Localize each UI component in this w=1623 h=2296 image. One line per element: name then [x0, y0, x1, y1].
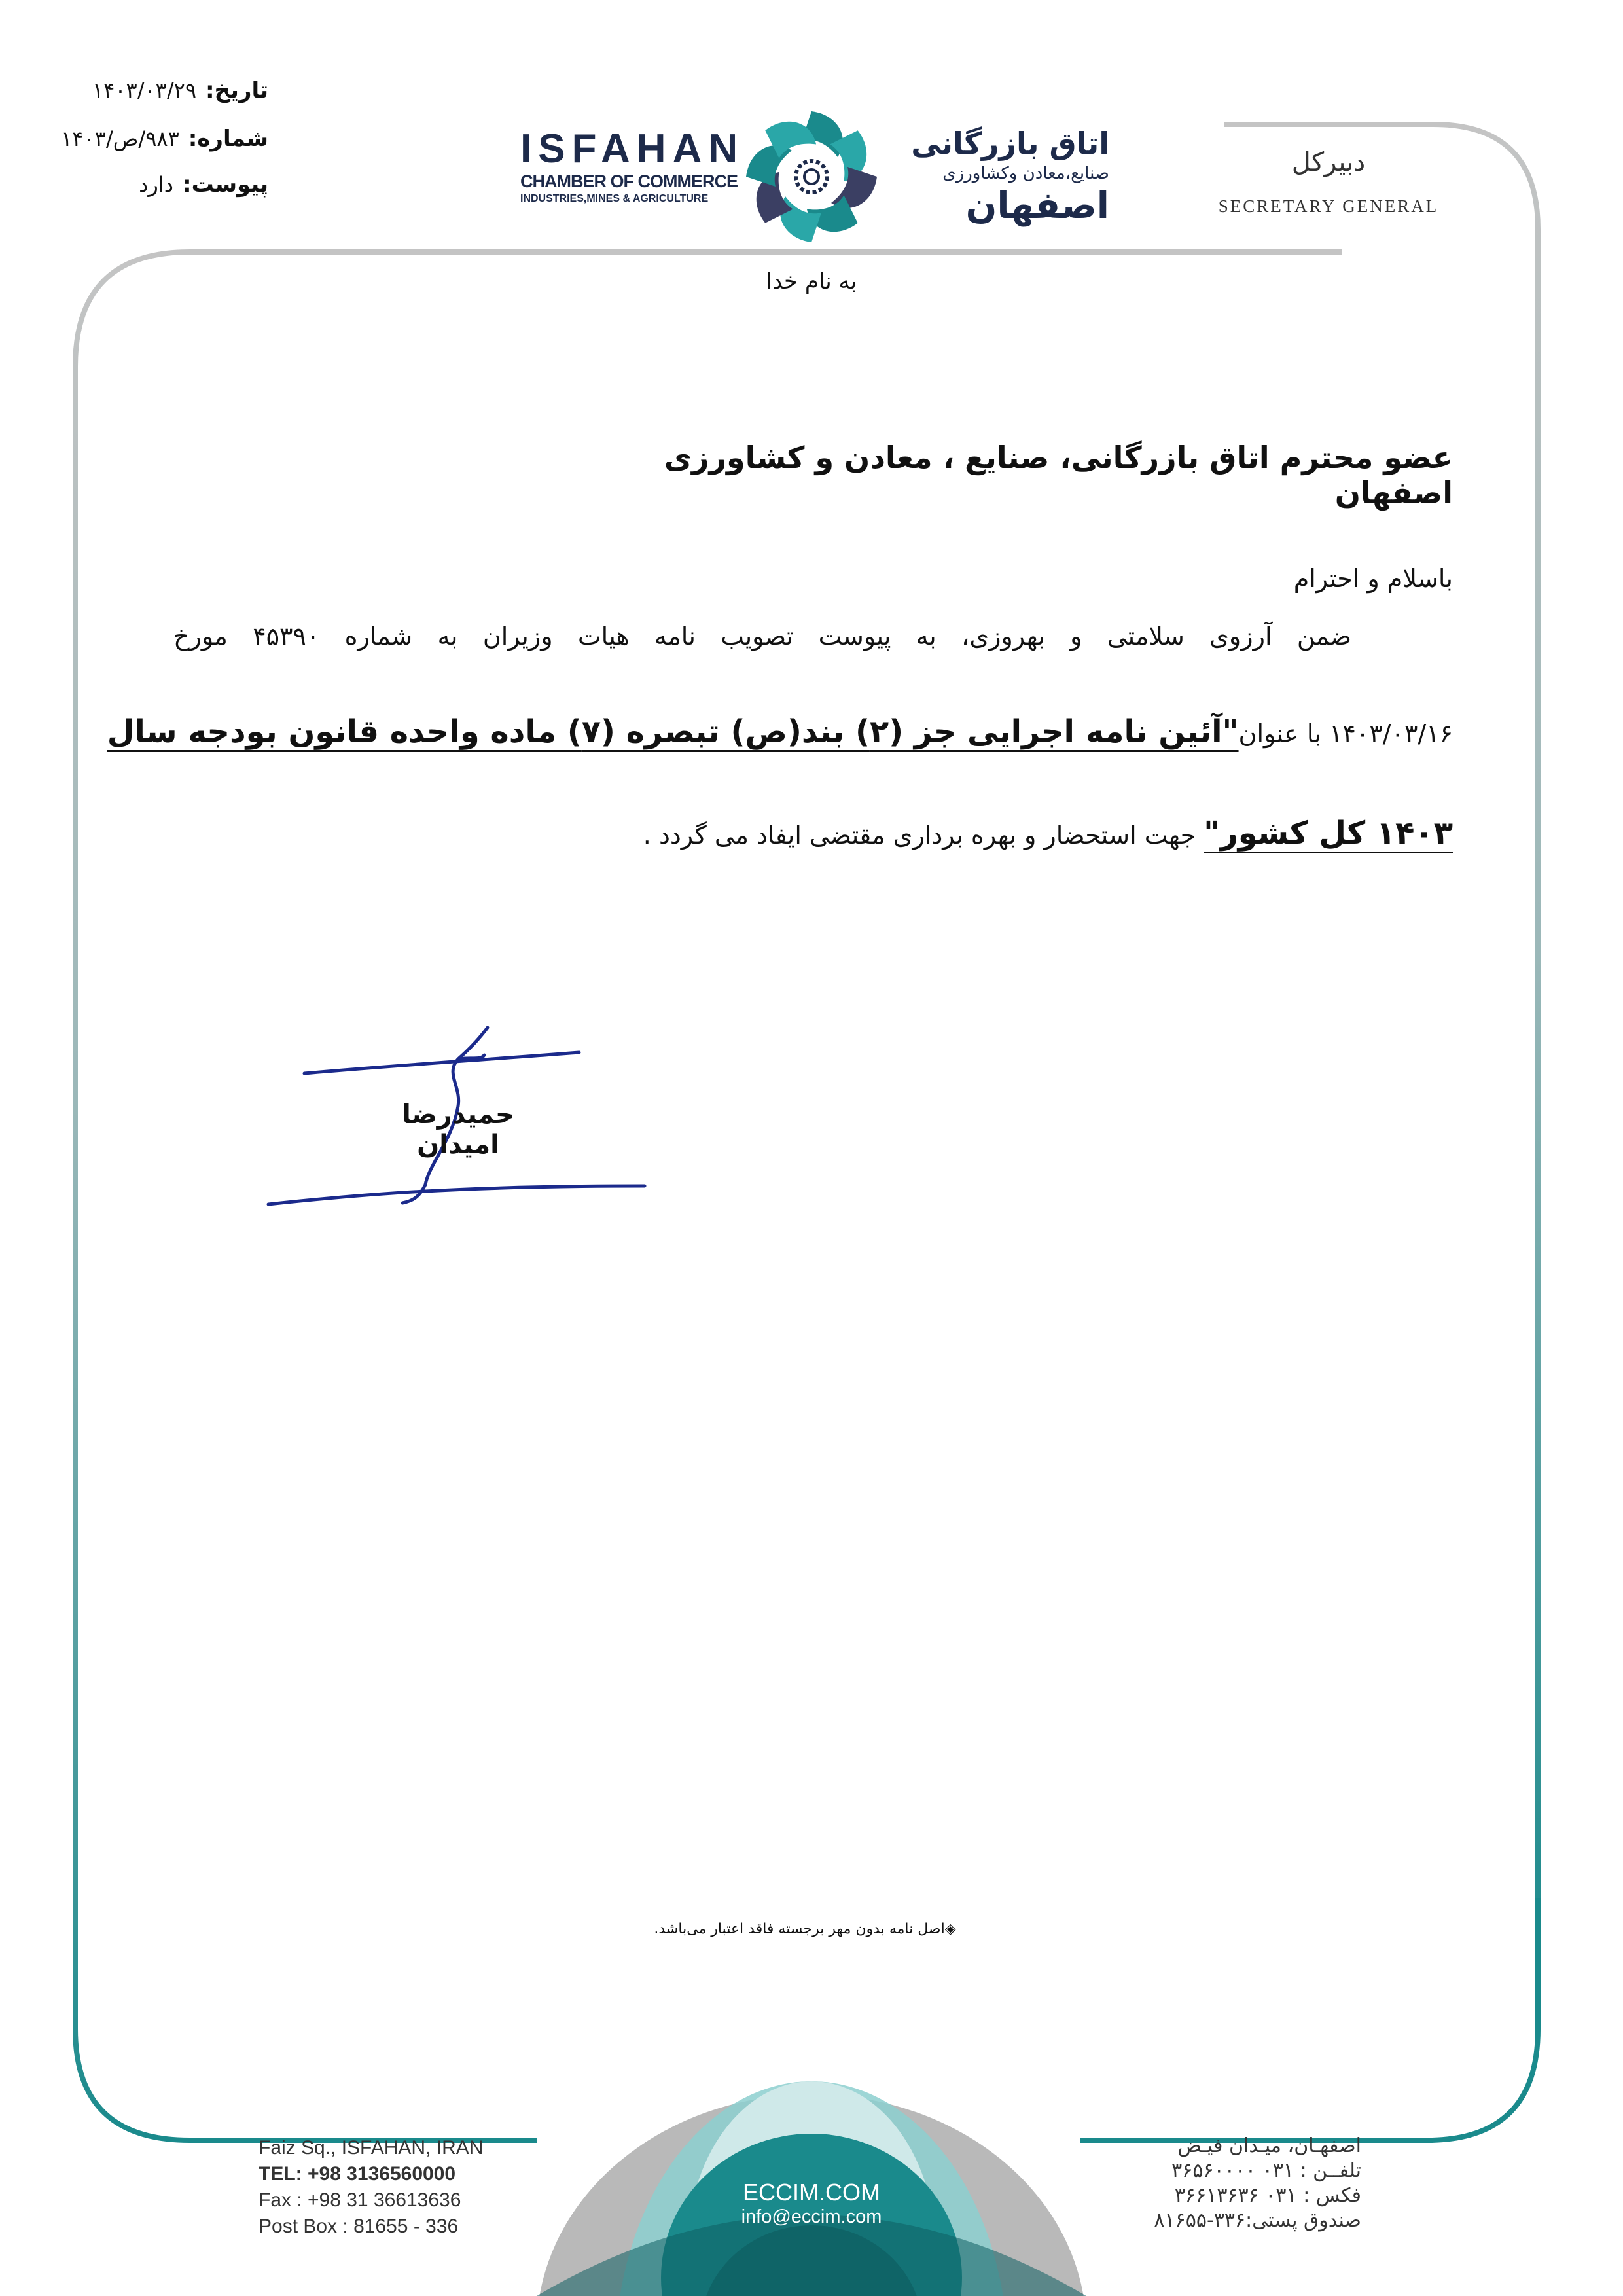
- footer-pobox-en: Post Box : 81655 - 336: [259, 2215, 459, 2237]
- number-value: ۹۸۳/ص/۱۴۰۳: [61, 126, 179, 151]
- body-line-3: [458, 815, 1453, 852]
- body-line-2: [107, 713, 1453, 750]
- number-row: [59, 126, 268, 165]
- attachment-label: پیوست:: [183, 171, 268, 198]
- number-label: شماره:: [188, 126, 268, 152]
- date-label: تاریخ:: [205, 77, 268, 103]
- signatory-name: حمیدرضا امیدان: [402, 1100, 514, 1160]
- regulation-title-part1: "آئین نامه اجرایی جز (۲) بند(ص) تبصره (۷) ماده واحده قانون بودجه سال: [107, 713, 1239, 750]
- body-line-1: ضمن آرزوی سلامتی و بهروزی، به پیوست تصویب نامه هیات وزیران به شماره ۴۵۳۹۰ مورخ: [173, 622, 1351, 651]
- body-line-2-prefix: ۱۴۰۳/۰۳/۱۶ با عنوان: [1238, 719, 1453, 748]
- logo-fa-line1: اتاق بازرگانی: [911, 126, 1109, 161]
- logo-fa-line3: اصفهان: [965, 185, 1109, 227]
- footer-contact-en: [259, 2135, 520, 2240]
- validity-notice: ◈اصل نامه بدون مهر برجسته فاقد اعتبار می‌باشد.: [654, 1921, 956, 1937]
- footer-website-block: [720, 2179, 903, 2228]
- footer-tel-en: TEL: +98 3136560000: [259, 2163, 456, 2185]
- website-link[interactable]: ECCIM.COM: [743, 2179, 880, 2206]
- footer-address-fa: اصفهـان، میـدان فیـض: [1177, 2134, 1361, 2157]
- body-line-3-suffix: جهت استحضار و بهره برداری مقتضی ایفاد می گردد .: [643, 821, 1204, 850]
- footer-contact-fa: [1099, 2134, 1361, 2233]
- footer-tel-fa: تلفــن : ۰۳۱ ۳۶۵۶۰۰۰۰: [1171, 2159, 1361, 2182]
- secretary-title-fa: دبیرکل: [1291, 147, 1366, 177]
- email-link[interactable]: info@eccim.com: [741, 2206, 882, 2227]
- footer-address-en: Faiz Sq., ISFAHAN, IRAN: [259, 2137, 484, 2159]
- secretary-title-en: SECRETARY GENERAL: [1218, 196, 1439, 216]
- regulation-title-part2: ۱۴۰۳ کل کشور": [1204, 815, 1453, 852]
- footer-pobox-fa: صندوق پستی:۳۳۶-۸۱۶۵۵: [1154, 2209, 1361, 2232]
- logo-persian: [883, 124, 1109, 228]
- logo-en-line1: ISFAHAN: [520, 126, 745, 171]
- footer-fax-fa: فکس : ۰۳۱ ۳۶۶۱۳۶۳۶: [1174, 2184, 1361, 2207]
- date-value: ۱۴۰۳/۰۳/۲۹: [92, 78, 197, 103]
- attachment-value: دارد: [139, 172, 173, 197]
- date-row: [59, 77, 268, 117]
- logo-fa-line2: صنایع،معادن وکشاورزی: [942, 164, 1109, 183]
- logo-english: [520, 128, 743, 206]
- basmala: به نام خدا: [766, 268, 857, 295]
- logo-en-line2: CHAMBER OF COMMERCE: [520, 171, 738, 191]
- footer-fax-en: Fax : +98 31 36613636: [259, 2189, 461, 2211]
- chamber-logo-icon: [740, 105, 883, 249]
- attachment-row: [59, 171, 268, 211]
- logo-en-line3: INDUSTRIES,MINES & AGRICULTURE: [520, 193, 709, 204]
- greeting-line: باسلام و احترام: [1293, 564, 1453, 593]
- recipient-line: عضو محترم اتاق بازرگانی، صنایع ، معادن و کشاورزی اصفهان: [664, 440, 1453, 511]
